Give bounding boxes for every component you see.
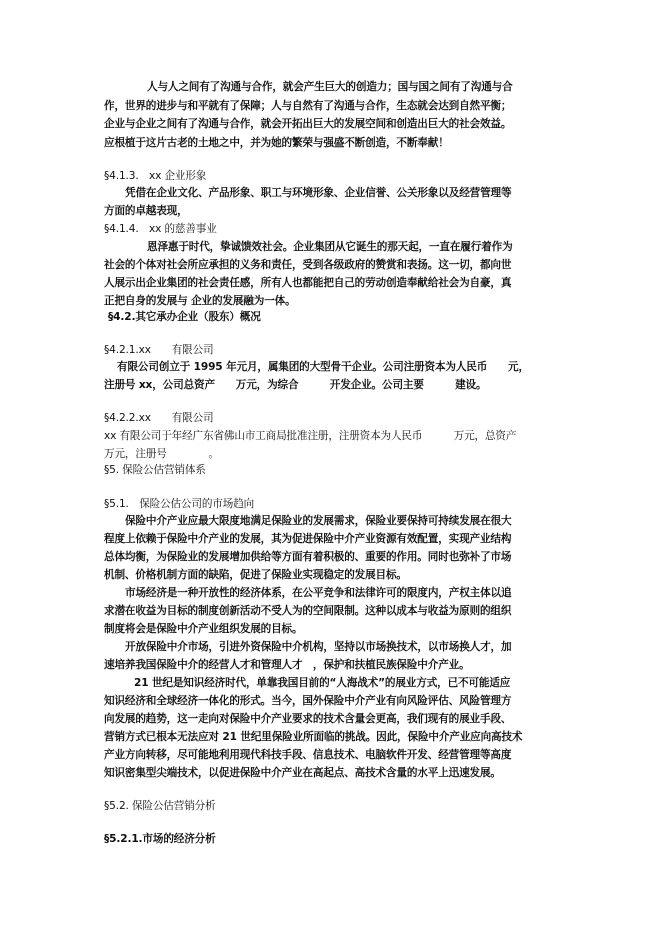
section-4-2-heading: §4.2.其它承办企业（股东）概况 bbox=[108, 311, 261, 323]
section-5-1-para-b-line-3: 制度将会是保险中介产业组织发展的目标。 bbox=[104, 623, 303, 635]
intro-line-3: 企业与企业之间有了沟通与合作，就会开拓出巨大的发展空间和创造出巨大的社会效益。 bbox=[104, 118, 512, 130]
section-5-1-para-d-line-2: 知识经济和全球经济一体化的形式。当今，国外保险中介产业有向风险评估、风险管理方 bbox=[104, 695, 512, 707]
section-5-1-para-a-line-3: 总体均衡，为保险业的发展增加供给等方面有着积极的、重要的作用。同时也弥补了市场 bbox=[104, 551, 512, 563]
section-5-1-para-a-line-4: 机制、价格机制方面的缺陷，促进了保险业实现稳定的发展目标。 bbox=[104, 569, 407, 581]
section-4-1-4-line-1: 恩泽惠于时代，挚诚馈效社会。企业集团从它诞生的那天起，一直在履行着作为 bbox=[147, 241, 513, 253]
section-4-1-3-heading: §4.1.3. xx 企业形象 bbox=[104, 170, 207, 182]
intro-line-1: 人与人之间有了沟通与合作，就会产生巨大的创造力；国与国之间有了沟通与合 bbox=[147, 81, 513, 93]
section-4-2-1-heading: §4.2.1.xx 有限公司 bbox=[104, 344, 214, 356]
section-4-2-2-heading: §4.2.2.xx 有限公司 bbox=[104, 412, 214, 424]
section-5-1-para-b-line-1: 市场经济是一种开放性的经济体系，在公平竞争和法律许可的限度内，产权主体以追 bbox=[125, 587, 512, 599]
intro-line-4: 应根植于这片古老的土地之中，并为她的繁荣与强盛不断创造，不断奉献！ bbox=[104, 137, 449, 149]
section-4-2-1-line-1: 有限公司创立于 1995 年元月，属集团的大型骨干企业。公司注册资本为人民币 元， bbox=[117, 361, 529, 373]
section-5-1-para-a-line-1: 保险中介产业应最大限度地满足保险业的发展需求，保险业要保持可持续发展在很大 bbox=[125, 515, 512, 527]
section-4-1-3-line-2: 方面的卓越表现， bbox=[104, 205, 188, 217]
section-4-2-1-line-2: 注册号 xx，公司总资产 万元，为综合 开发企业。公司主要 建设。 bbox=[104, 379, 487, 391]
section-5-1-para-c-line-2: 速培养我国保险中介的经营人才和管理人才 ，保护和扶植民族保险中介产业。 bbox=[104, 659, 470, 671]
section-4-1-4-line-3: 人展示出企业集团的社会责任感，所有人也都能把自己的劳动创造奉献给社会为自豪，真 bbox=[104, 277, 512, 289]
section-5-1-para-c-line-1: 开放保险中介市场，引进外资保险中介机构，坚持以市场换技术，以市场换人才，加 bbox=[125, 641, 512, 653]
section-5-1-para-d-line-6: 知识密集型尖端技术，以促进保险中介产业在高起点、高技术含量的水平上迅速发展。 bbox=[104, 767, 501, 779]
section-5-1-para-d-line-1: 21 世纪是知识经济时代，单靠我国目前的“人海战术”的展业方式，已不可能适应 bbox=[134, 677, 511, 689]
section-4-1-4-heading: §4.1.4. xx 的慈善事业 bbox=[104, 223, 217, 235]
section-5-2-1-heading: §5.2.1.市场的经济分析 bbox=[104, 833, 216, 845]
intro-line-2: 作，世界的进步与和平就有了保障；人与自然有了沟通与合作，生态就会达到自然平衡； bbox=[104, 100, 512, 112]
section-5-1-para-b-line-2: 求潜在收益为目标的制度创新活动不受人为的空间限制。这种以成本与收益为原则的组织 bbox=[104, 605, 512, 617]
section-4-2-2-line-1: xx 有限公司于年经广东省佛山市工商局批准注册，注册资本为人民币 万元，总资产 bbox=[104, 430, 517, 442]
section-4-1-3-line-1: 凭借在企业文化、产品形象、职工与环境形象、企业信誉、公关形象以及经营管理等 bbox=[125, 187, 512, 199]
section-5-1-para-d-line-3: 向发展的趋势，这一走向对保险中介产业要求的技术含量会更高，我们现有的展业手段、 bbox=[104, 713, 512, 725]
section-5-1-para-a-line-2: 程度上依赖于保险中介产业的发展，其为促进保险中介产业资源有效配置，实现产业结构 bbox=[104, 533, 512, 545]
section-4-1-4-line-2: 社会的个体对社会所应承担的义务和责任，受到各级政府的赞赏和表扬。这一切，都向世 bbox=[104, 259, 512, 271]
section-5-heading: §5. 保险公估营销体系 bbox=[104, 464, 206, 476]
section-5-1-para-d-line-5: 产业方向转移，尽可能地利用现代科技手段、信息技术、电脑软件开发、经营管理等高度 bbox=[104, 749, 512, 761]
section-4-2-2-line-2: 万元，注册号 。 bbox=[104, 448, 219, 460]
section-4-1-4-line-4: 正把自身的发展与 企业的发展融为一体。 bbox=[104, 295, 296, 307]
section-5-1-heading: §5.1. 保险公估公司的市场趋向 bbox=[104, 498, 255, 510]
section-5-2-heading: §5.2. 保险公估营销分析 bbox=[104, 800, 216, 812]
section-5-1-para-d-line-4: 营销方式已根本无法应对 21 世纪里保险业所面临的挑战。因此，保险中介产业应向高技术 bbox=[104, 731, 523, 743]
